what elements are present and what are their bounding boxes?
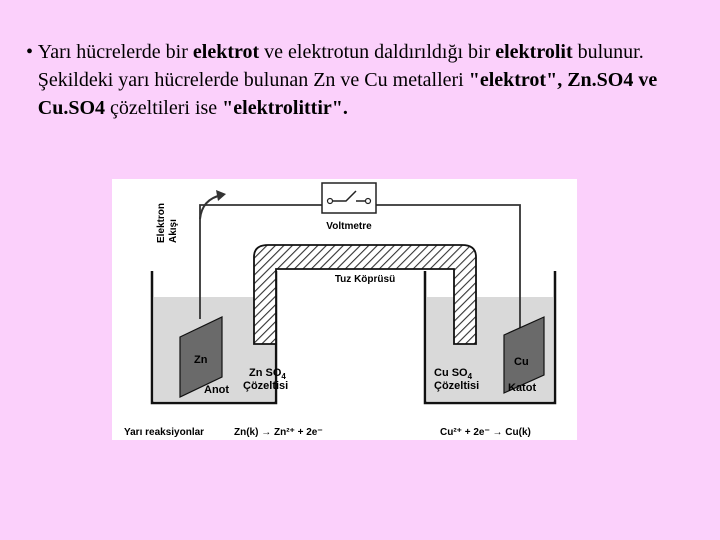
anode-label: Anot [204,384,230,396]
paragraph-text [38,38,686,122]
term-electrolytes: "elektrolittir". [222,97,348,119]
znso4-label: Zn $SO_4$ [249,367,286,381]
term-electrode: elektrot [192,41,260,63]
reaction-right: Cu²⁺ + 2e⁻ → Cu(k) [440,427,531,438]
half-reactions-label: Yarı reaksiyonlar [124,427,205,438]
cuso4-label: Cu $SO_4$ [434,367,473,381]
voltmeter-terminal-right [366,199,371,204]
zn-electrode-label: Zn [194,354,208,366]
text-part-2: ve elektrotun daldırıldığı bir [259,41,496,63]
voltmeter-label: Voltmetre [326,221,372,232]
galvanic-cell-figure [112,179,577,440]
text-part-3: bulunur. Şekildeki yarı hücrelerde bulunan Zn ve Cu metalleri [37,41,644,91]
text-part-4: çözeltileri ise [105,97,223,119]
bullet-paragraph [26,38,686,122]
reaction-left: Zn(k) → Zn²⁺ + 2e⁻ [234,427,323,438]
cu-electrode-label: Cu [514,356,529,368]
cell-diagram [112,179,577,440]
text-part-1: Yarı hücrelerde bir [37,41,193,63]
arrow-head-icon [216,190,226,201]
electron-flow-label-1: Elektron [156,202,167,243]
term-electrodes-solutions: "elektrot", Zn.SO4 ve Cu.SO4 [37,69,658,119]
electron-flow-label-2: Akışı [168,219,179,243]
znso4-solution-label: Çözeltisi [243,380,289,392]
salt-bridge-label: Tuz Köprüsü [334,274,396,285]
voltmeter-terminal-left [328,199,333,204]
bullet-marker: • [26,41,34,63]
cathode-label: Katot [508,382,537,394]
cuso4-solution-label: Çözeltisi [434,380,480,392]
term-electrolyte: elektrolit [495,41,573,63]
